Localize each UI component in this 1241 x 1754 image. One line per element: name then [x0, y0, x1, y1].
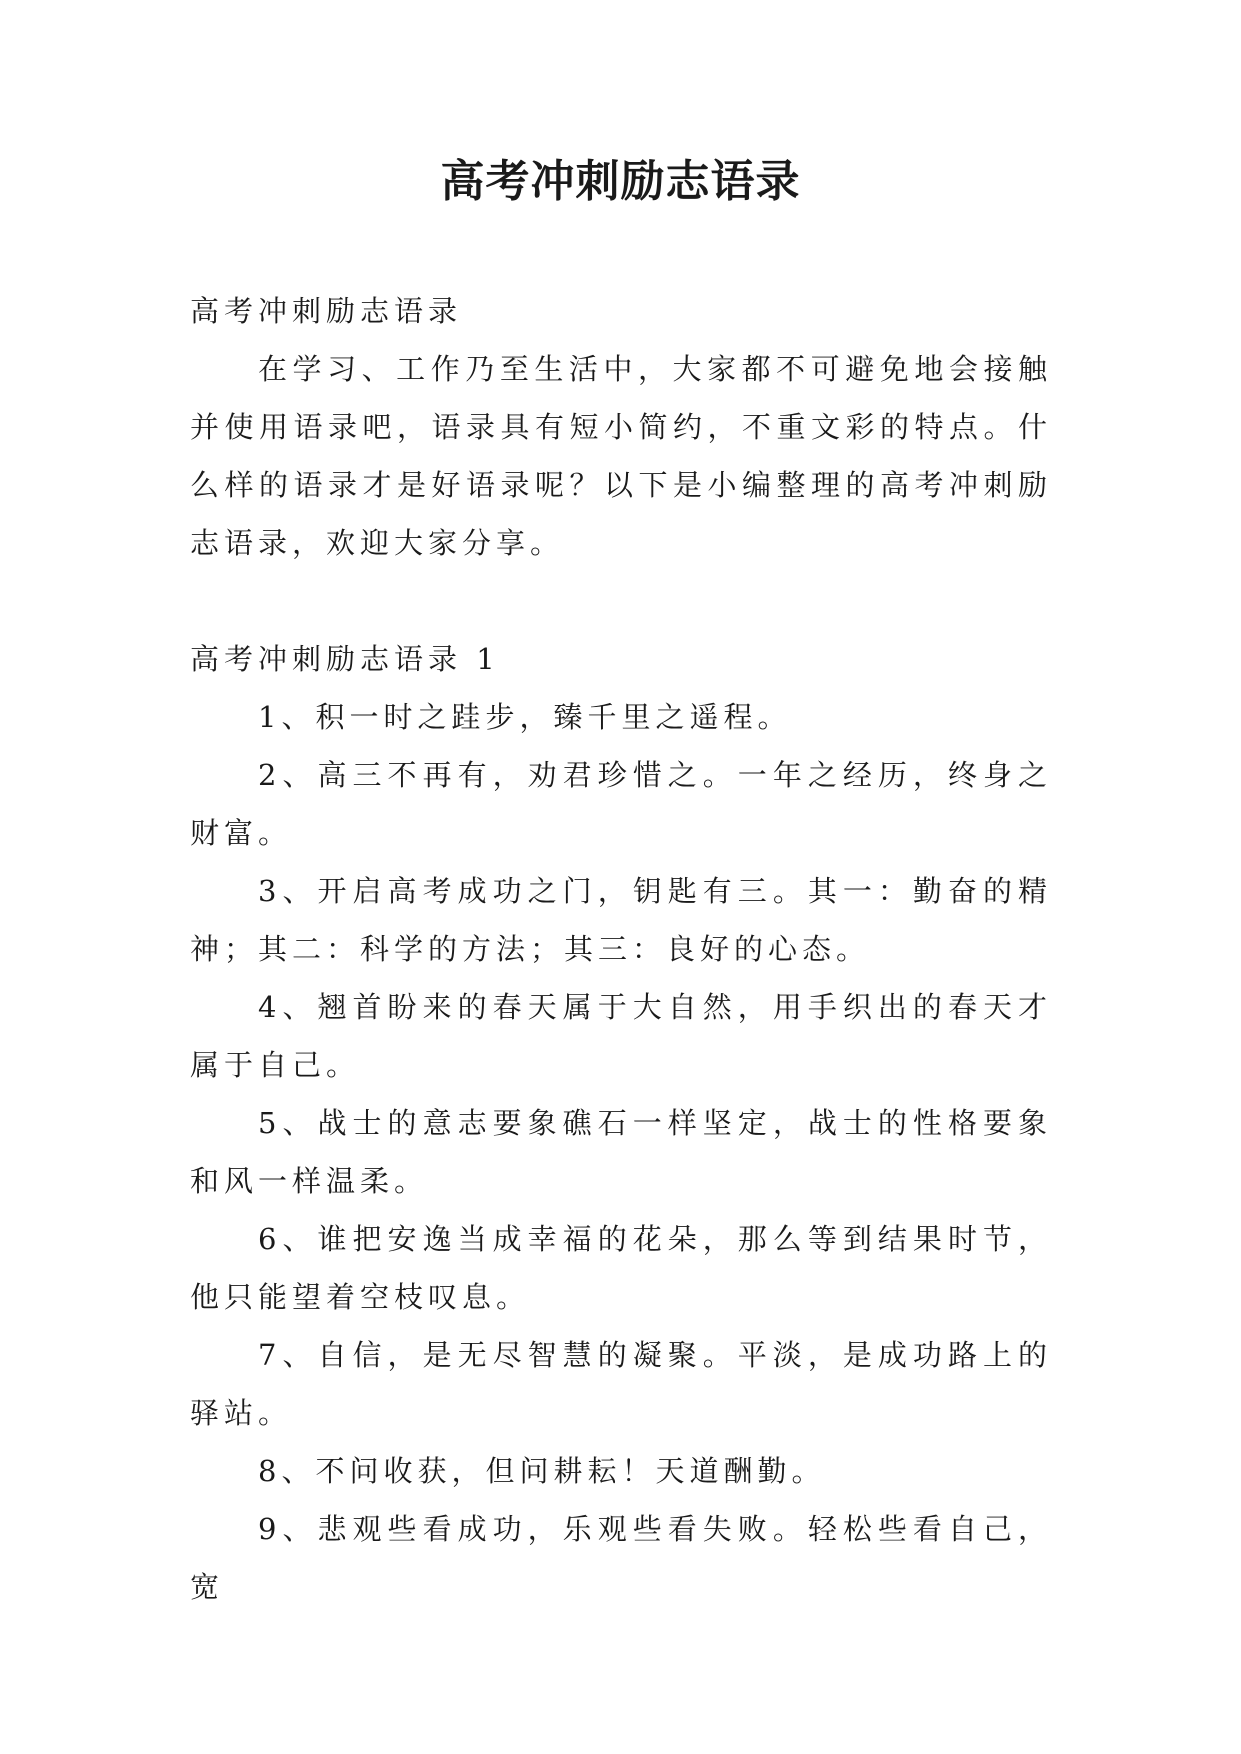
quote-item: 2、高三不再有，劝君珍惜之。一年之经历，终身之财富。	[190, 758, 1052, 850]
quote-item: 1、积一时之跬步，臻千里之遥程。	[258, 700, 792, 734]
quote-item: 7、自信，是无尽智慧的凝聚。平淡，是成功路上的驿站。	[190, 1338, 1052, 1430]
quote-item: 5、战士的意志要象礁石一样坚定，战士的性格要象和风一样温柔。	[190, 1106, 1052, 1198]
paragraph-spacer	[190, 572, 1052, 630]
document-subtitle: 高考冲刺励志语录	[190, 294, 463, 328]
quote-item: 8、不问收获，但问耕耘！天道酬勤。	[258, 1454, 826, 1488]
quote-item: 3、开启高考成功之门，钥匙有三。其一：勤奋的精神；其二：科学的方法；其三：良好的心态。	[190, 874, 1052, 966]
quote-item: 6、谁把安逸当成幸福的花朵，那么等到结果时节，他只能望着空枝叹息。	[190, 1222, 1052, 1314]
quote-item: 9、悲观些看成功，乐观些看失败。轻松些看自己，宽	[190, 1512, 1052, 1604]
document-body	[190, 282, 1052, 1616]
document-title: 高考冲刺励志语录	[440, 156, 801, 207]
quote-item: 4、翘首盼来的春天属于大自然，用手织出的春天才属于自己。	[190, 990, 1052, 1082]
intro-paragraph: 在学习、工作乃至生活中，大家都不可避免地会接触并使用语录吧，语录具有短小简约，不重文彩的特点。什么样的语录才是好语录呢？以下是小编整理的高考冲刺励志语录，欢迎大家分享。	[190, 352, 1052, 560]
section-heading: 高考冲刺励志语录 1	[190, 642, 500, 676]
